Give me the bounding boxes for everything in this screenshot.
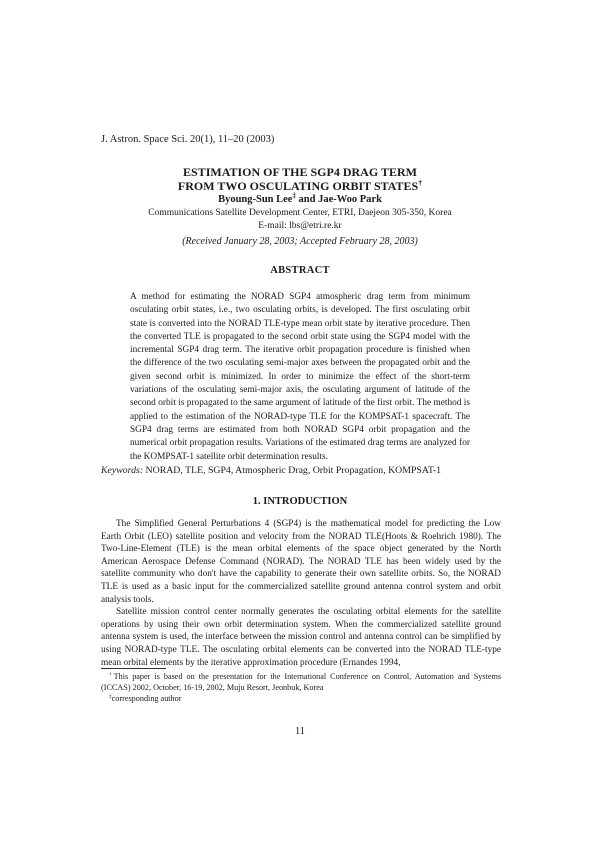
journal-reference: J. Astron. Space Sci. 20(1), 11–20 (2003) bbox=[101, 134, 275, 145]
title-line-1: ESTIMATION OF THE SGP4 DRAG TERM bbox=[183, 165, 417, 179]
title-footnote-mark: † bbox=[418, 178, 423, 187]
keywords-text: NORAD, TLE, SGP4, Atmospheric Drag, Orbit Propagation, KOMPSAT-1 bbox=[143, 465, 442, 476]
title-line-2 bbox=[0, 179, 600, 193]
intro-paragraph-2: Satellite mission control center normally generates the osculating orbital elements for the satellite operations by using their own orbit determination system. When the commercialized satellite ground antenna system is used, the interface between the mission control and antenna control can be simplified by using NORAD-type TLE. The osculating orbital elements can be converted into the NORAD TLE-type mean orbital elements by the iterative approximation procedure (Ernandes 1994, bbox=[101, 607, 501, 668]
abstract-heading: ABSTRACT bbox=[270, 265, 330, 276]
footnote-1-mark: † bbox=[109, 671, 114, 678]
footnote-1-text: This paper is based on the presentation for the International Conference on Control, Automation and Systems (ICCAS) 2002, October, 16-19, 2002, Muju Resort, Jeonbuk, Korea bbox=[101, 672, 502, 693]
footnote-2-mark: ‡ bbox=[109, 693, 112, 700]
page-number: 11 bbox=[294, 726, 306, 737]
footnote-1 bbox=[101, 671, 501, 693]
section-heading: 1. INTRODUCTION bbox=[252, 496, 348, 507]
abstract-text: A method for estimating the NORAD SGP4 atmospheric drag term from minimum osculating orbit states, i.e., two osculating orbits, is developed. The first osculating orbit state is converted into the NORAD TLE-type mean orbit state by iterative procedure. Then the converted TLE is propagated to the second orbit state using the SGP4 model with the incremental SGP4 drag term. The iterative orbit propagation procedure is finished when the difference of the two osculating semi-major axes between the propagated orbit and the given second orbit is minimized. In order to minimize the effect of the short-term variations of the osculating semi-major axis, the osculating argument of latitude of the second orbit is propagated to the same argument of latitude of the first orbit. The method is applied to the estimation of the NORAD-type TLE for the KOMPSAT-1 spacecraft. The SGP4 drag terms are estimated from both NORAD SGP4 orbit propagation and the numerical orbit propagation results. Variations of the estimated drag terms are analyzed for the KOMPSAT-1 satellite orbit determination results. bbox=[130, 292, 470, 462]
footnote-divider bbox=[101, 668, 166, 669]
affiliation-block bbox=[0, 207, 600, 233]
keywords-label: Keywords: bbox=[101, 465, 144, 476]
author-separator: and bbox=[295, 194, 319, 205]
received-dates: (Received January 28, 2003; Accepted February 28, 2003) bbox=[182, 236, 418, 247]
paper-title bbox=[0, 165, 600, 193]
author-2: Jae-Woo Park bbox=[318, 194, 382, 205]
author-1: Byoung-Sun Lee bbox=[218, 194, 293, 205]
author-list bbox=[0, 194, 600, 205]
footnote-2 bbox=[101, 693, 501, 704]
footnotes bbox=[101, 671, 501, 705]
email: E-mail: lbs@etri.re.kr bbox=[258, 221, 342, 231]
title-line-2-text: FROM TWO OSCULATING ORBIT STATES bbox=[177, 179, 419, 193]
author-1-footnote-mark: ‡ bbox=[292, 192, 296, 200]
keywords bbox=[101, 465, 501, 476]
footnote-2-text: corresponding author bbox=[111, 694, 182, 704]
introduction-body bbox=[101, 518, 501, 669]
affiliation: Communications Satellite Development Center, ETRI, Daejeon 305-350, Korea bbox=[148, 208, 452, 218]
intro-paragraph-1: The Simplified General Perturbations 4 (SGP4) is the mathematical model for predicting the Low Earth Orbit (LEO) satellite position and velocity from the NORAD TLE(Hoots & Roehrich 1980). The Two-Line-Element (TLE) is the mean orbital elements of the space object generated by the North American Aerospace Defense Command (NORAD). The NORAD TLE has been widely used by the satellite community who don't have the capability to generate their own satellite orbits. So, the NORAD TLE is used as a basic input for the commercialized satellite ground antenna control system and orbit analysis tools. bbox=[101, 519, 501, 605]
